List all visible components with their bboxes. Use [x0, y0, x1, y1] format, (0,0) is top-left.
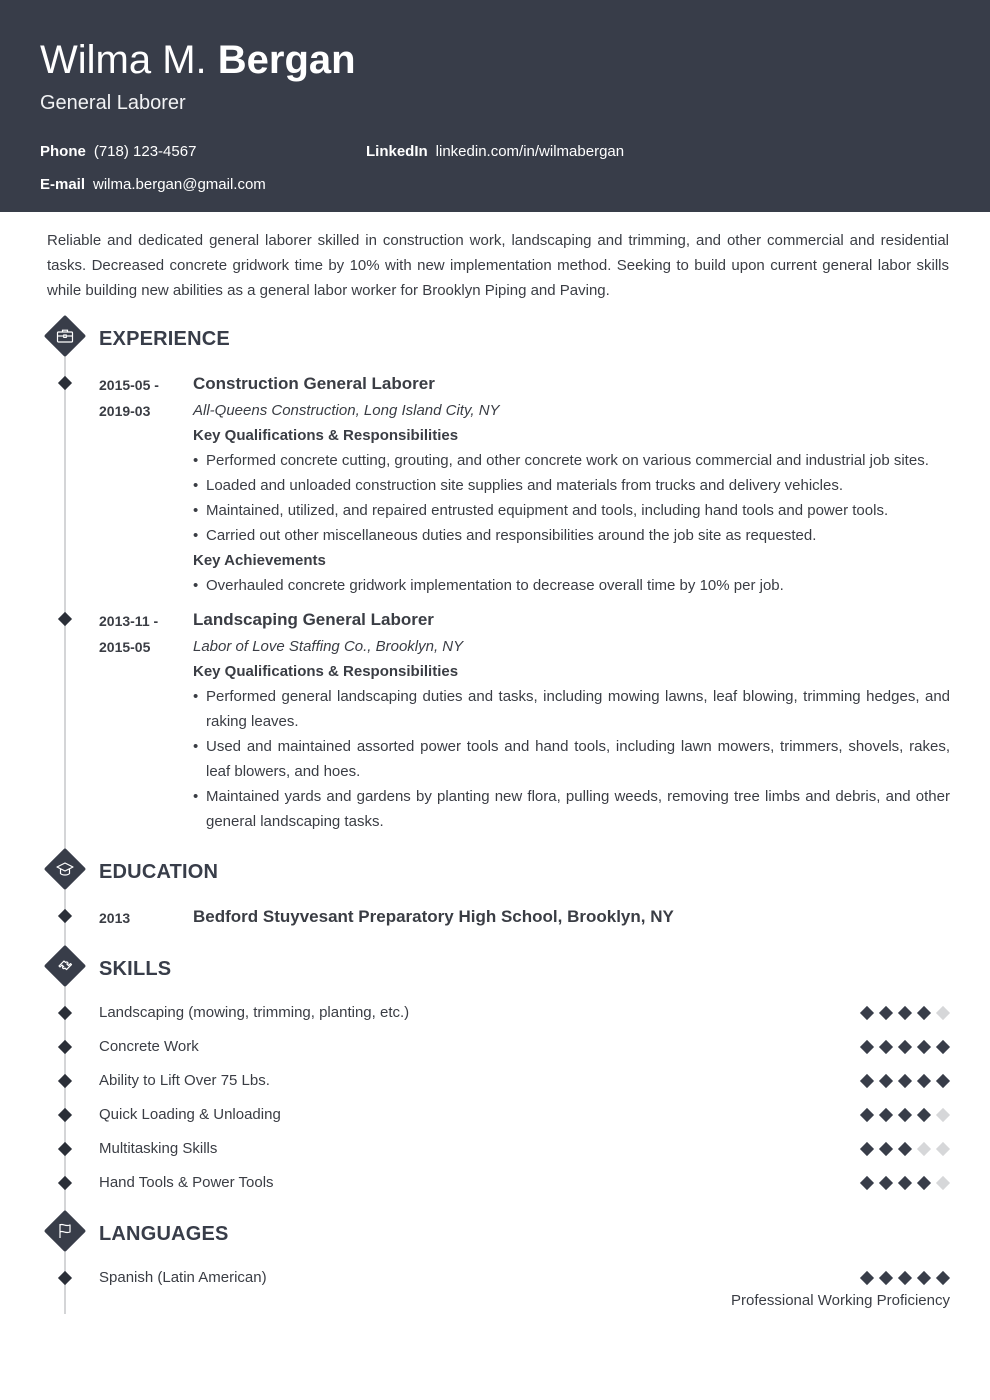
contact-linkedin-link[interactable]: linkedin.com/in/wilmabergan: [435, 143, 625, 160]
section-title-education: EDUCATION: [99, 861, 219, 883]
rating-filled-diamond-icon: [898, 1040, 912, 1054]
skill-rating: [860, 1142, 950, 1156]
timeline-marker: [58, 1176, 72, 1190]
timeline-marker: [58, 1108, 72, 1122]
first-name: Wilma M.: [40, 38, 207, 82]
puzzle-icon: [55, 956, 75, 976]
job-entry: [193, 371, 950, 598]
rating-filled-diamond-icon: [860, 1271, 874, 1285]
responsibility-item: • Performed concrete cutting, grouting, and other concrete work on various commercial and industrial job sites.: [193, 448, 950, 473]
job-responsibilities: [193, 448, 950, 548]
responsibility-item: • Maintained yards and gardens by planting new flora, pulling weeds, removing tree limbs and debris, and other general landscaping tasks.: [193, 784, 950, 834]
timeline-marker: [58, 1271, 72, 1285]
achievement-item: • Overhauled concrete gridwork implementation to decrease overall time by 10% per job.: [193, 573, 950, 598]
skill-rating: [860, 1074, 950, 1088]
responsibility-item: • Carried out other miscellaneous duties and responsibilities around the job site as requested.: [193, 523, 950, 548]
timeline-marker: [58, 909, 72, 923]
contact-phone: [40, 142, 196, 162]
rating-filled-diamond-icon: [898, 1176, 912, 1190]
rating-filled-diamond-icon: [917, 1176, 931, 1190]
rating-filled-diamond-icon: [879, 1108, 893, 1122]
job-title: General Laborer: [40, 92, 186, 114]
language-row: [99, 1268, 950, 1288]
timeline-marker: [58, 1142, 72, 1156]
job-qualifications-heading: Key Qualifications & Responsibilities: [193, 427, 459, 444]
skill-row: [99, 1173, 950, 1193]
rating-filled-diamond-icon: [936, 1074, 950, 1088]
rating-filled-diamond-icon: [917, 1074, 931, 1088]
rating-filled-diamond-icon: [879, 1074, 893, 1088]
rating-filled-diamond-icon: [917, 1040, 931, 1054]
skill-row: [99, 1071, 950, 1091]
timeline-marker: [58, 1006, 72, 1020]
rating-filled-diamond-icon: [860, 1040, 874, 1054]
flag-icon: [55, 1221, 75, 1241]
profile-summary: Reliable and dedicated general laborer skilled in construction work, landscaping and trimming, and other commercial and residential tasks. Decreased concrete gridwork time by 10% with new implementation method. Seeking to build upon current general labor skills while building new abilities as a general labor worker for Brooklyn Piping and Paving.: [47, 232, 949, 299]
skill-name: Hand Tools & Power Tools: [99, 1174, 274, 1191]
responsibility-item: • Maintained, utilized, and repaired entrusted equipment and tools, including hand tools and power tools.: [193, 498, 950, 523]
rating-filled-diamond-icon: [879, 1006, 893, 1020]
graduation-cap-icon: [55, 859, 75, 879]
responsibility-item: • Performed general landscaping duties and tasks, including mowing lawns, leaf blowing, trimming hedges, and raking leaves.: [193, 684, 950, 734]
timeline-marker: [58, 376, 72, 390]
contact-linkedin: [366, 142, 624, 162]
job-role: Landscaping General Laborer: [193, 610, 434, 629]
rating-filled-diamond-icon: [860, 1108, 874, 1122]
language-proficiency: Professional Working Proficiency: [731, 1292, 950, 1309]
rating-filled-diamond-icon: [879, 1040, 893, 1054]
education-section-icon: [44, 848, 86, 890]
language-name: Spanish (Latin American): [99, 1269, 267, 1286]
rating-filled-diamond-icon: [917, 1006, 931, 1020]
rating-filled-diamond-icon: [936, 1040, 950, 1054]
education-school: Bedford Stuyvesant Preparatory High School, Brooklyn, NY: [193, 907, 674, 926]
responsibility-item: • Used and maintained assorted power tools and hand tools, including lawn mowers, trimmers, shovels, rakes, leaf blowers, and hoes.: [193, 734, 950, 784]
skill-row: [99, 1037, 950, 1057]
skill-row: [99, 1139, 950, 1159]
skill-name: Multitasking Skills: [99, 1140, 218, 1157]
rating-filled-diamond-icon: [898, 1271, 912, 1285]
job-date-end: 2019-03: [99, 403, 151, 419]
rating-empty-diamond-icon: [936, 1108, 950, 1122]
rating-filled-diamond-icon: [879, 1176, 893, 1190]
section-title-languages: LANGUAGES: [99, 1223, 229, 1245]
rating-filled-diamond-icon: [898, 1006, 912, 1020]
resume-header: [0, 0, 990, 212]
timeline-line: [64, 340, 66, 1314]
timeline-marker: [58, 1040, 72, 1054]
job-entry: [193, 607, 950, 834]
skill-row: [99, 1105, 950, 1125]
language-rating: [860, 1271, 950, 1285]
rating-filled-diamond-icon: [860, 1142, 874, 1156]
contact-email-label: E-mail: [40, 176, 86, 193]
rating-filled-diamond-icon: [917, 1108, 931, 1122]
responsibility-item: • Loaded and unloaded construction site supplies and materials from trucks and delivery vehicles.: [193, 473, 950, 498]
skill-name: Quick Loading & Unloading: [99, 1106, 281, 1123]
job-responsibilities: [193, 684, 950, 834]
last-name: Bergan: [217, 38, 356, 82]
job-date-start: 2013-11 -: [99, 613, 159, 629]
job-date-range: [99, 372, 159, 424]
job-role: Construction General Laborer: [193, 374, 435, 393]
rating-filled-diamond-icon: [860, 1006, 874, 1020]
section-title-skills: SKILLS: [99, 958, 172, 980]
education-year: 2013: [99, 910, 131, 926]
candidate-name: [40, 36, 356, 84]
job-company: Labor of Love Staffing Co., Brooklyn, NY: [193, 638, 464, 655]
rating-empty-diamond-icon: [917, 1142, 931, 1156]
skill-rating: [860, 1108, 950, 1122]
rating-filled-diamond-icon: [917, 1271, 931, 1285]
skill-rating: [860, 1040, 950, 1054]
job-qualifications-heading: Key Qualifications & Responsibilities: [193, 663, 459, 680]
rating-filled-diamond-icon: [860, 1176, 874, 1190]
job-date-end: 2015-05: [99, 639, 151, 655]
rating-filled-diamond-icon: [898, 1108, 912, 1122]
job-company: All-Queens Construction, Long Island City, NY: [193, 402, 500, 419]
skills-section-icon: [44, 945, 86, 987]
contact-phone-value[interactable]: (718) 123-4567: [93, 143, 197, 160]
job-date-start: 2015-05 -: [99, 377, 159, 393]
contact-email-link[interactable]: wilma.bergan@gmail.com: [93, 176, 266, 193]
timeline-marker: [58, 1074, 72, 1088]
skill-rating: [860, 1176, 950, 1190]
contact-phone-label: Phone: [40, 143, 86, 160]
rating-empty-diamond-icon: [936, 1006, 950, 1020]
skill-row: [99, 1003, 950, 1023]
contact-linkedin-label: LinkedIn: [366, 143, 428, 160]
rating-filled-diamond-icon: [898, 1142, 912, 1156]
rating-filled-diamond-icon: [879, 1142, 893, 1156]
job-date-range: [99, 608, 158, 660]
job-achievements-heading: Key Achievements: [193, 552, 326, 569]
skill-rating: [860, 1006, 950, 1020]
rating-filled-diamond-icon: [936, 1271, 950, 1285]
skill-name: Ability to Lift Over 75 Lbs.: [99, 1072, 270, 1089]
contact-email: [40, 175, 266, 195]
section-title-experience: EXPERIENCE: [99, 328, 230, 350]
rating-filled-diamond-icon: [860, 1074, 874, 1088]
rating-empty-diamond-icon: [936, 1176, 950, 1190]
rating-filled-diamond-icon: [879, 1271, 893, 1285]
rating-filled-diamond-icon: [898, 1074, 912, 1088]
languages-section-icon: [44, 1210, 86, 1252]
job-achievements: [193, 573, 950, 598]
timeline-marker: [58, 612, 72, 626]
skill-name: Concrete Work: [99, 1038, 199, 1055]
experience-section-icon: [44, 315, 86, 357]
skill-name: Landscaping (mowing, trimming, planting, etc.): [99, 1004, 410, 1021]
briefcase-icon: [55, 326, 75, 346]
rating-empty-diamond-icon: [936, 1142, 950, 1156]
